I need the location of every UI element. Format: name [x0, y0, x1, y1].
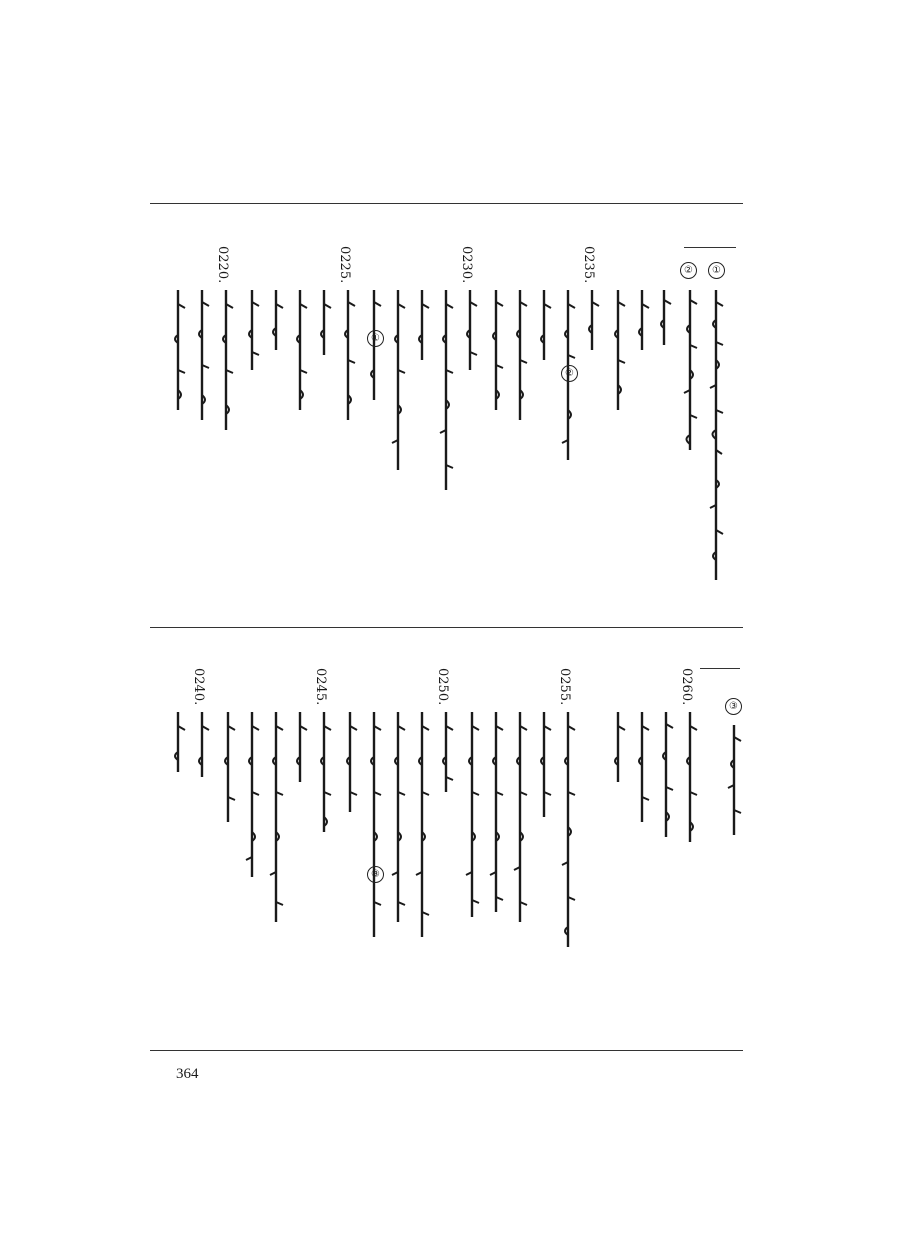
verse-column: [556, 712, 582, 947]
line-number: 0260.: [679, 668, 694, 706]
top-rule: [150, 203, 743, 204]
line-number: 0235.: [581, 246, 596, 284]
verse-column: [190, 290, 216, 420]
line-number: 0240.: [191, 668, 206, 706]
verse-column: [264, 290, 290, 350]
verse-column: [580, 290, 606, 350]
footnote-text-3: [722, 725, 748, 835]
verse-column: [288, 712, 314, 782]
verse-column: [508, 712, 534, 922]
verse-column: [678, 712, 704, 842]
footnote-marker-2: ②: [680, 262, 697, 279]
footnote-marker-3: ③: [725, 698, 742, 715]
footnote-ref-2: ②: [561, 365, 578, 382]
line-number: 0250.: [435, 668, 450, 706]
verse-column: [434, 290, 460, 490]
footnote-text-2: [678, 290, 704, 450]
verse-column: [458, 290, 484, 370]
footnote-separator-top: [684, 247, 736, 248]
verse-column: [288, 290, 314, 410]
verse-column: [484, 290, 510, 410]
footnote-separator-bottom: [700, 668, 740, 669]
verse-column: [240, 290, 266, 370]
verse-column: [532, 290, 558, 360]
verse-column: [312, 290, 338, 355]
footnote-marker-1: ①: [708, 262, 725, 279]
verse-column: [166, 712, 192, 772]
verse-column: [606, 712, 632, 782]
footnote-text-1: [704, 290, 730, 580]
line-number: 0220.: [215, 246, 230, 284]
verse-column: [410, 712, 436, 937]
verse-column: [312, 712, 338, 832]
footnote-ref-1: ①: [367, 330, 384, 347]
line-number: 0245.: [313, 668, 328, 706]
line-number: 0255.: [557, 668, 572, 706]
verse-column: [338, 712, 364, 812]
footnote-ref-3: ③: [367, 866, 384, 883]
bottom-rule: [150, 1050, 743, 1051]
verse-column: [460, 712, 486, 917]
verse-column: [240, 712, 266, 877]
verse-column: [386, 712, 412, 922]
page-number: 364: [176, 1066, 199, 1082]
line-number: 0230.: [459, 246, 474, 284]
verse-column: [362, 712, 388, 937]
verse-column: [434, 712, 460, 792]
verse-column: [606, 290, 632, 410]
verse-column: [190, 712, 216, 777]
verse-column: [508, 290, 534, 420]
verse-column: [410, 290, 436, 360]
verse-column: [264, 712, 290, 922]
verse-column: [336, 290, 362, 420]
verse-column: [630, 290, 656, 350]
verse-column: [630, 712, 656, 822]
verse-column: [484, 712, 510, 912]
verse-column: [654, 712, 680, 837]
middle-rule: [150, 627, 743, 628]
line-number: 0225.: [337, 246, 352, 284]
verse-column: [216, 712, 242, 822]
verse-column: [214, 290, 240, 430]
verse-column: [532, 712, 558, 817]
verse-column: [166, 290, 192, 410]
verse-column: [386, 290, 412, 470]
